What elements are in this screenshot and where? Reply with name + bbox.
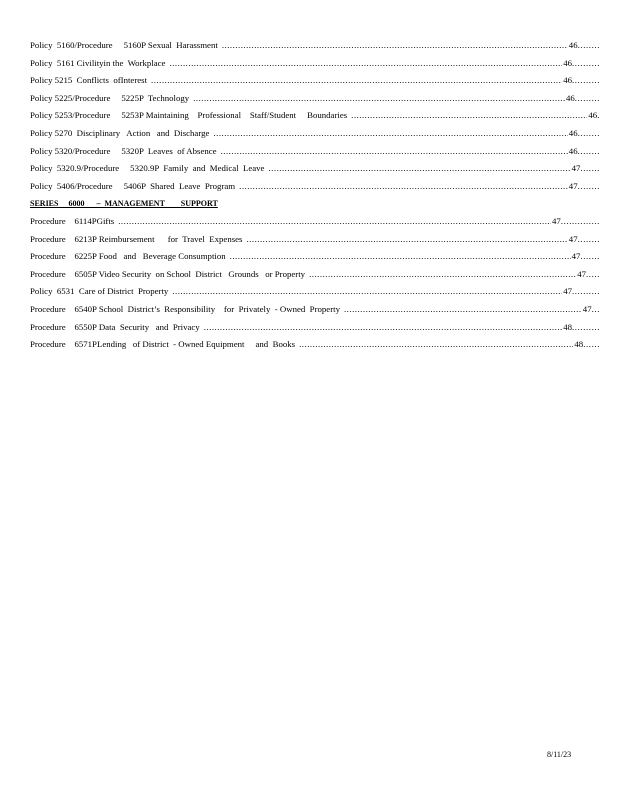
dot-trail: ...... <box>583 339 600 350</box>
toc-entry-page: 47 <box>582 303 592 314</box>
dot-leader <box>213 125 567 143</box>
dot-leader <box>222 37 568 55</box>
toc-entry-page: 46 <box>568 127 578 138</box>
dot-leader <box>299 336 573 354</box>
toc-entry-6213 <box>30 231 600 249</box>
toc-entry-title: Procedure 6114PGifts <box>30 215 115 226</box>
toc-entry-page: 47 <box>571 163 581 174</box>
toc-entry-6531 <box>30 283 600 301</box>
toc-entry-title: Procedure 6225P Food and Beverage Consumption <box>30 251 226 262</box>
dot-trail: ....... <box>580 163 600 174</box>
dot-leader <box>118 213 551 231</box>
dot-trail: ... <box>591 303 600 314</box>
toc-entry-6550 <box>30 319 600 337</box>
toc-entry-page: 48 <box>574 339 584 350</box>
dot-leader <box>204 319 562 337</box>
dot-trail: .......... <box>572 57 600 68</box>
toc-entry-page: 47 <box>571 251 581 262</box>
toc-entry-6540 <box>30 301 600 319</box>
dot-leader <box>193 90 565 108</box>
dot-leader <box>169 55 562 73</box>
toc-entry-page: 46 <box>588 110 598 121</box>
toc-entry-page: 47 <box>568 233 578 244</box>
toc-entry-page: 46 <box>563 57 572 68</box>
toc-entry-page: 46 <box>568 145 578 156</box>
dot-leader <box>230 248 571 266</box>
toc-entry-title: Policy 5320.9/Procedure 5320.9P Family and Medical Leave <box>30 163 265 174</box>
toc-entry-page: 47 <box>568 180 578 191</box>
dot-trail: .......... <box>572 321 600 332</box>
dot-leader <box>309 266 576 284</box>
toc-entry-5320-9 <box>30 160 600 178</box>
toc-entry-title: Procedure 6550P Data Security and Privacy <box>30 321 200 332</box>
toc-entry-page: 46 <box>563 75 572 86</box>
toc-entry-title: Procedure 6213P Reimbursement for Travel Expenses <box>30 233 243 244</box>
dot-trail: ......... <box>574 92 600 103</box>
dot-trail: ....... <box>580 251 600 262</box>
toc-entry-6505 <box>30 266 600 284</box>
table-of-contents <box>30 37 600 354</box>
toc-entry-title: Policy 5161 Civilityin the Workplace <box>30 57 166 68</box>
toc-entry-page: 47 <box>552 215 561 226</box>
dot-leader <box>246 231 567 249</box>
toc-entry-title: Procedure 6571PLending of District - Owned Equipment and Books <box>30 339 296 350</box>
toc-entry-5406 <box>30 178 600 196</box>
dot-leader <box>172 283 562 301</box>
dot-trail: ........ <box>577 40 600 50</box>
dot-trail: .......... <box>572 75 600 86</box>
toc-entry-5270 <box>30 125 600 143</box>
dot-leader <box>221 143 568 161</box>
series-heading <box>30 195 600 213</box>
toc-entry-5320 <box>30 143 600 161</box>
dot-trail: . <box>597 110 600 121</box>
toc-entry-page: 47 <box>577 268 586 279</box>
toc-entry-title: Policy 5160/Procedure 5160P Sexual Harassment <box>30 40 218 50</box>
toc-entry-title: Policy 5270 Disciplinary Action and Discharge <box>30 127 210 138</box>
toc-entry-page: 47 <box>563 286 572 297</box>
toc-entry-title: Policy 5225/Procedure 5225P Technology <box>30 92 190 103</box>
toc-entry-5225 <box>30 90 600 108</box>
dot-trail: .......... <box>572 286 600 297</box>
toc-entry-5160 <box>30 37 600 55</box>
dot-trail: ........ <box>577 127 600 138</box>
dot-trail: ..... <box>586 268 600 279</box>
dot-trail: .............. <box>560 215 600 226</box>
dot-leader <box>151 72 562 90</box>
toc-entry-title: Policy 5253/Procedure 5253P Maintaining Professional Staff/Student Boundaries <box>30 110 348 121</box>
dot-trail: ........ <box>577 145 600 156</box>
toc-entry-5253 <box>30 107 600 125</box>
toc-entry-title: Policy 5320/Procedure 5320P Leaves of Absence <box>30 145 217 156</box>
toc-entry-title: Procedure 6540P School District’s Responsibility for Privately - Owned Property <box>30 303 340 314</box>
footer-date: 8/11/23 <box>547 750 572 759</box>
toc-entry-6225 <box>30 248 600 266</box>
dot-leader <box>351 107 587 125</box>
toc-entry-title: Policy 6531 Care of District Property <box>30 286 169 297</box>
dot-leader <box>344 301 582 319</box>
toc-entry-page: 46 <box>568 40 578 50</box>
toc-entry-6114 <box>30 213 600 231</box>
toc-entry-title: Policy 5406/Procedure 5406P Shared Leave Program <box>30 180 236 191</box>
toc-entry-6571 <box>30 336 600 354</box>
toc-entry-page: 46 <box>566 92 575 103</box>
toc-entry-title: Procedure 6505P Video Security on School District Grounds or Property <box>30 268 306 279</box>
toc-entry-5161 <box>30 55 600 73</box>
dot-leader <box>239 178 568 196</box>
dot-trail: ........ <box>577 180 600 191</box>
toc-entry-5215 <box>30 72 600 90</box>
toc-entry-title: Policy 5215 Conflicts ofInterest <box>30 75 148 86</box>
series-heading-text: SERIES 6000 – MANAGEMENT SUPPORT <box>30 199 218 209</box>
dot-leader <box>268 160 570 178</box>
toc-entry-page: 48 <box>563 321 572 332</box>
dot-trail: ........ <box>577 233 600 244</box>
